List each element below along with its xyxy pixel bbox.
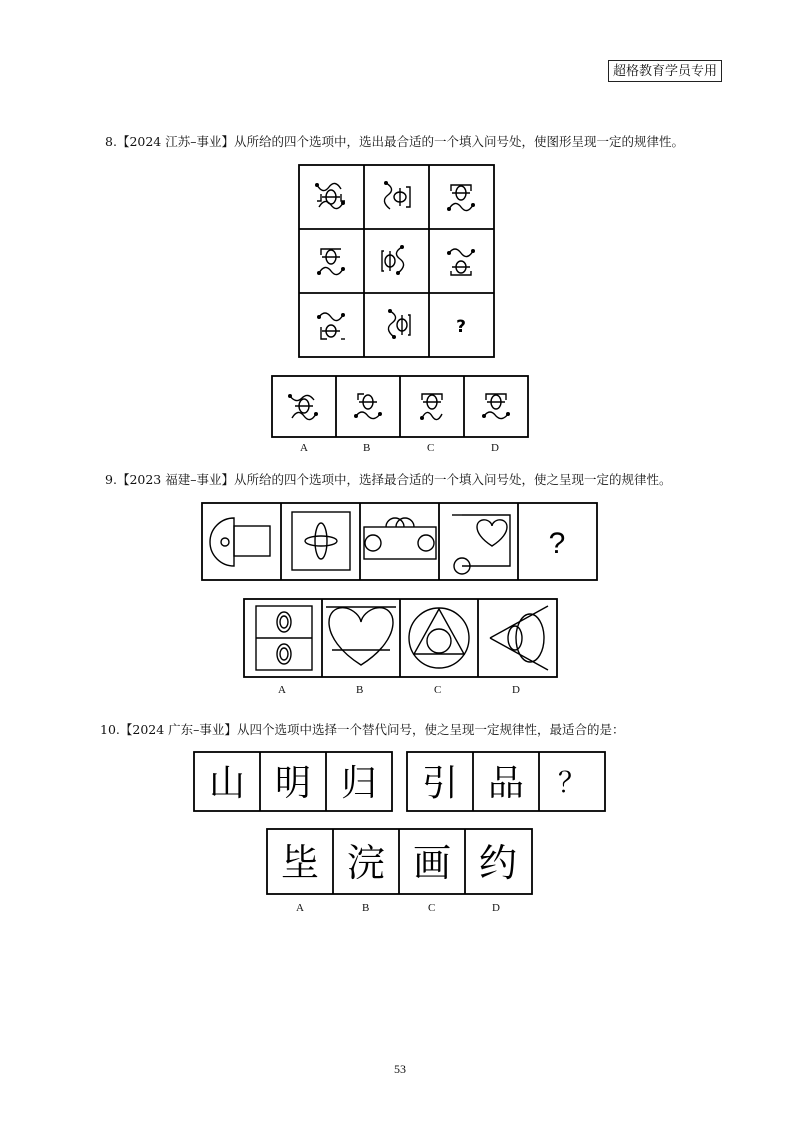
question-8-source: 【2024 江苏–事业】 <box>116 134 234 149</box>
q10-group2-char-1: 引 <box>421 763 459 804</box>
question-9-text: 从所给的四个选项中，选择最合适的一个填入问号处，使之呈现一定的规律性。 <box>233 472 672 487</box>
q9-option-a-label: A <box>278 684 286 696</box>
q9-option-b-label: B <box>356 684 364 696</box>
q9-question-mark: ? <box>548 527 566 560</box>
question-10-text: 从四个选项中选择一个替代问号，使之呈现一定规律性，最适合的是： <box>236 722 625 737</box>
q10-option-d-label: D <box>492 902 500 914</box>
q10-group1-char-1: 山 <box>208 763 246 804</box>
page-number: 53 <box>394 1062 406 1076</box>
q10-option-a-char: 坒 <box>280 841 320 885</box>
q10-option-b-label: B <box>362 902 370 914</box>
question-9-number: 9. <box>105 472 117 487</box>
q8-option-b-label: B <box>363 442 371 454</box>
q10-option-c-char: 画 <box>412 841 452 885</box>
question-9-source: 【2023 福建–事业】 <box>116 472 234 487</box>
q8-option-c-label: C <box>427 442 435 454</box>
question-10-number: 10. <box>100 722 120 737</box>
question-8-text: 从所给的四个选项中，选出最合适的一个填入问号处，使图形呈现一定的规律性。 <box>233 134 684 149</box>
q10-option-a-label: A <box>296 902 304 914</box>
q10-group1-char-2: 明 <box>274 763 312 804</box>
q10-question-mark: ？ <box>557 766 587 799</box>
q8-option-d-label: D <box>491 442 499 454</box>
q8-question-mark: ? <box>456 317 466 337</box>
q10-group2-char-2: 品 <box>487 763 525 804</box>
question-8-number: 8. <box>105 134 117 149</box>
q10-option-b-char: 浣 <box>346 841 386 885</box>
question-10-source: 【2024 广东–事业】 <box>119 722 237 737</box>
q10-option-d-char: 约 <box>478 841 518 885</box>
q8-option-a-label: A <box>300 442 308 454</box>
q9-option-c-label: C <box>434 684 442 696</box>
q9-option-d-label: D <box>512 684 520 696</box>
exclusive-use-tag: 超格教育学员专用 <box>608 60 722 82</box>
q10-group1-char-3: 归 <box>340 763 378 804</box>
q10-option-c-label: C <box>428 902 436 914</box>
